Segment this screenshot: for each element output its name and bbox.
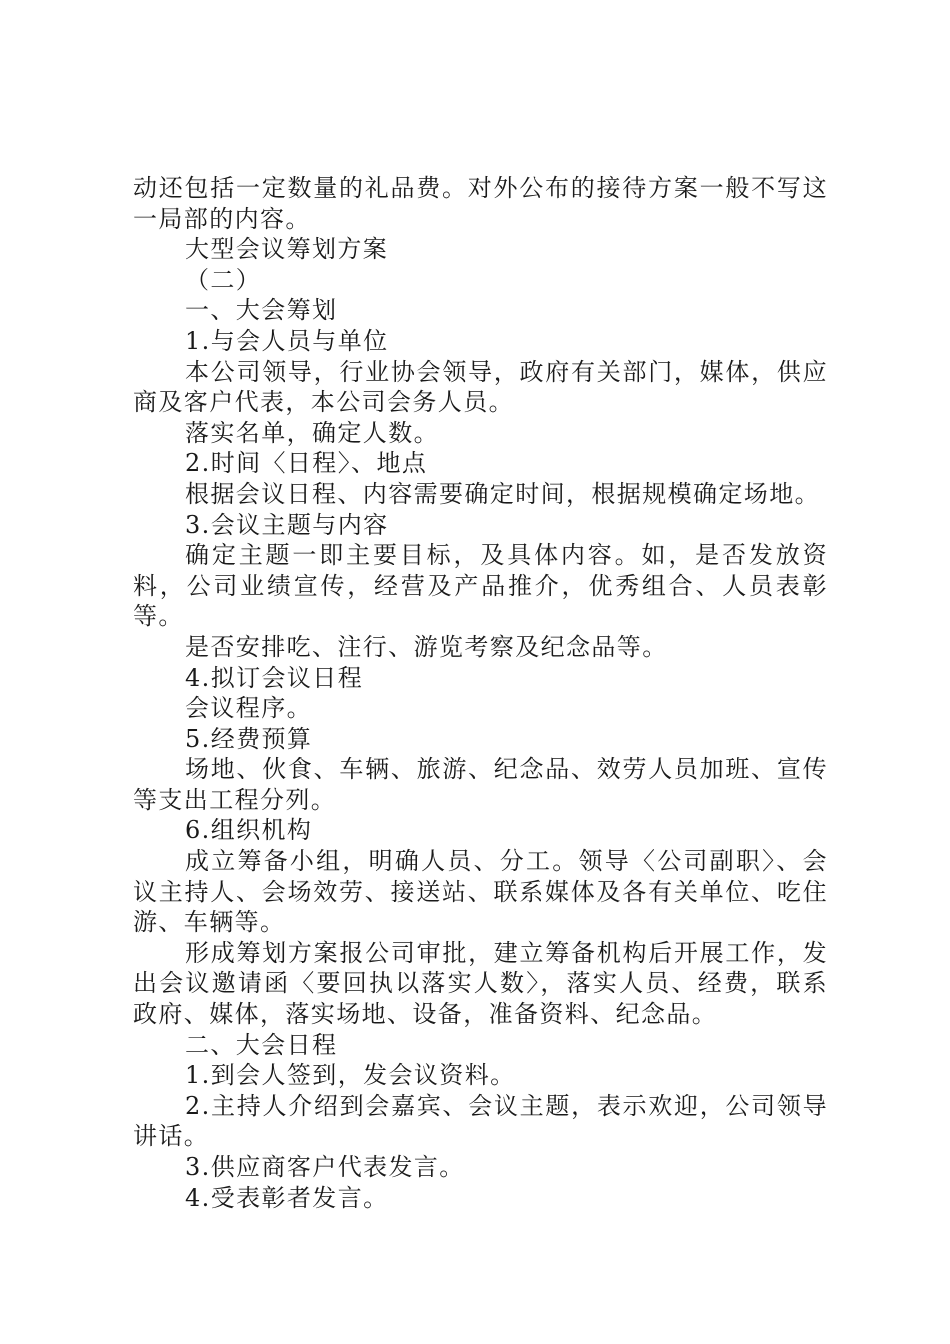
- paragraph: 落实名单，确定人数。: [185, 418, 439, 447]
- paragraph-continuation: 动还包括一定数量的礼品费。对外公布的接待方案一般不写这一局部的内容。: [133, 174, 828, 233]
- document-subtitle: （二）: [185, 265, 262, 294]
- list-item: 1.到会人签到，发会议资料。: [185, 1061, 516, 1090]
- subsection-heading: 1.与会人员与单位: [185, 326, 389, 355]
- subsection-heading: 3.会议主题与内容: [185, 510, 389, 539]
- paragraph: 根据会议日程、内容需要确定时间，根据规模确定场地。: [185, 479, 820, 508]
- subsection-heading: 5.经费预算: [185, 724, 313, 753]
- paragraph: 成立筹备小组，明确人员、分工。领导〈公司副职〉、会议主持人、会场效劳、接送站、联系媒体及各有关单位、吃住游、车辆等。: [133, 847, 828, 937]
- paragraph: 形成筹划方案报公司审批，建立筹备机构后开展工作，发出会议邀请函〈要回执以落实人数〉，落实人员、经费，联系政府、媒体，落实场地、设备，准备资料、纪念品。: [133, 938, 828, 1029]
- paragraph: 本公司领导，行业协会领导，政府有关部门，媒体，供应商及客户代表，本公司会务人员。: [133, 357, 828, 417]
- list-item: 3.供应商客户代表发言。: [185, 1153, 465, 1181]
- subsection-heading: 6.组织机构: [185, 816, 313, 845]
- paragraph: 场地、伙食、车辆、旅游、纪念品、效劳人员加班、宣传等支出工程分列。: [133, 755, 828, 814]
- section-heading: 一、大会筹划: [185, 296, 338, 325]
- document-title: 大型会议筹划方案: [185, 235, 389, 264]
- section-heading: 二、大会日程: [185, 1030, 338, 1059]
- document-body: [133, 173, 828, 1213]
- paragraph: 会议程序。: [185, 694, 312, 723]
- paragraph: 是否安排吃、注行、游览考察及纪念品等。: [185, 632, 668, 661]
- list-item: 2.主持人介绍到会嘉宾、会议主题，表示欢迎，公司领导讲话。: [133, 1091, 828, 1151]
- list-item: 4.受表彰者发言。: [185, 1183, 389, 1212]
- paragraph: 确定主题一即主要目标，及具体内容。如，是否发放资料，公司业绩宣传，经营及产品推介，优秀组合、人员表彰等。: [133, 541, 828, 631]
- subsection-heading: 4.拟订会议日程: [185, 663, 364, 692]
- subsection-heading: 2.时间〈日程〉、地点: [185, 449, 428, 478]
